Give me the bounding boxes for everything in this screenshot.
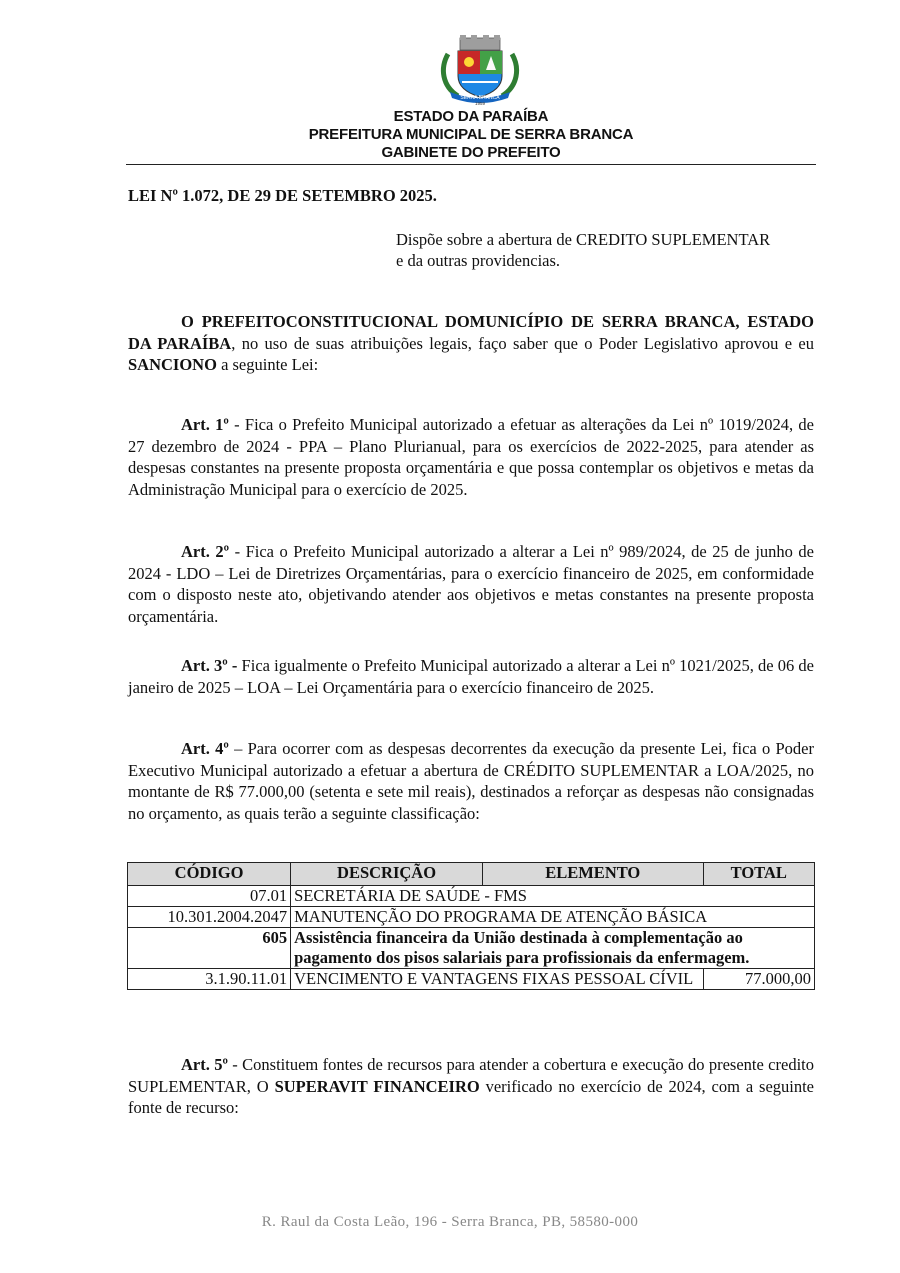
row-code: 3.1.90.11.01 — [128, 969, 291, 990]
row-description: SECRETÁRIA DE SAÚDE - FMS — [291, 886, 815, 907]
row-description: Assistência financeira da União destinada à complementação ao pagamento dos pisos salariais para profissionais da enfermagem. — [291, 928, 815, 969]
classification-table — [127, 862, 815, 990]
ementa-line-2: e da outras providencias. — [396, 251, 561, 270]
article-5-label: Art. 5º — [181, 1055, 228, 1074]
header-codigo: CÓDIGO — [128, 863, 291, 886]
article-1-label: Art. 1º — [181, 415, 229, 434]
article-5 — [128, 1054, 814, 1119]
preamble-text-1: , no uso de suas atribuições legais, faço saber que o Poder Legislativo aprovou e eu — [231, 333, 814, 353]
article-5-text-2: verificado no exercício de 2024, com a seguinte fonte de recurso: — [128, 1076, 815, 1117]
article-1 — [128, 414, 814, 500]
svg-text:1959: 1959 — [474, 101, 486, 106]
header-prefecture: PREFEITURA MUNICIPAL DE SERRA BRANCA — [308, 126, 634, 143]
preamble-sanciono: SANCIONO — [128, 355, 217, 374]
article-5-text-1: - Constituem fontes de recursos para atender a cobertura e execução do presente credito SUPLEMENTAR, O — [128, 1055, 814, 1096]
article-1-text: - Fica o Prefeito Municipal autorizado a efetuar as alterações da Lei nº 1019/2024, de 27 dezembro de 2024 - PPA – Plano Plurianual, para os exercícios de 2022-2025, para atender as despesas constantes na presente proposta orçamentária e que possa contemplar os objetivos e metas da Administração Municipal para o exercício de 2025. — [128, 415, 814, 499]
article-2 — [128, 541, 814, 627]
ementa — [396, 229, 816, 271]
table-row — [128, 907, 815, 928]
svg-text:SERRA BRANCA: SERRA BRANCA — [460, 95, 500, 101]
preamble-authority: O PREFEITOCONSTITUCIONAL DOMUNICÍPIO DE SERRA BRANCA, ESTADO DA PARAÍBA — [128, 312, 814, 353]
ementa-line-1: Dispõe sobre a abertura de CREDITO SUPLEMENTAR — [396, 230, 771, 249]
table-row — [128, 928, 815, 969]
article-4-text: – Para ocorrer com as despesas decorrentes da execução da presente Lei, fica o Poder Executivo Municipal autorizado a efetuar a abertura de CRÉDITO SUPLEMENTAR a LOA/2025, no montante de R$ 77.000,00 (setenta e sete mil reais), destinados a reforçar as despesas não consignadas no orçamento, as quais terão a seguinte classificação: — [128, 739, 814, 823]
header-elemento: ELEMENTO — [482, 863, 703, 886]
article-2-label: Art. 2º — [181, 542, 230, 561]
article-4-label: Art. 4º — [181, 739, 229, 758]
header-descricao: DESCRIÇÃO — [291, 863, 483, 886]
article-2-text: - Fica o Prefeito Municipal autorizado a alterar a Lei nº 989/2024, de 25 de junho de 2024 - LDO – Lei de Diretrizes Orçamentárias, para o exercício financeiro de 2025, em conformidade com o disposto neste ato, objetivando atender aos objetivos e metas constantes na presente proposta orçamentária. — [128, 542, 814, 626]
row-description: VENCIMENTO E VANTAGENS FIXAS PESSOAL CÍVIL — [291, 969, 703, 990]
header-state: ESTADO DA PARAÍBA — [393, 108, 549, 125]
table-header-row — [128, 863, 815, 886]
preamble-paragraph — [128, 311, 814, 376]
article-5-superavit: SUPERAVIT FINANCEIRO — [274, 1076, 480, 1096]
law-title: LEI Nº 1.072, DE 29 DE SETEMBRO 2025. — [128, 186, 437, 205]
row-code: 07.01 — [128, 886, 291, 907]
row-code: 605 — [128, 928, 291, 969]
article-4 — [128, 738, 814, 824]
header-divider — [126, 164, 816, 165]
preamble-text-2: a seguinte Lei: — [216, 355, 319, 374]
table-row — [128, 886, 815, 907]
article-3-label: Art. 3º - — [181, 656, 238, 675]
article-3 — [128, 655, 814, 698]
article-3-text: Fica igualmente o Prefeito Municipal autorizado a alterar a Lei nº 1021/2025, de 06 de janeiro de 2025 – LOA – Lei Orçamentária para o exercício financeiro de 2025. — [128, 656, 814, 697]
footer-address: R. Raul da Costa Leão, 196 - Serra Branca, PB, 58580-000 — [261, 1214, 639, 1230]
municipal-crest-logo — [438, 34, 522, 106]
row-total: 77.000,00 — [703, 969, 814, 990]
row-code: 10.301.2004.2047 — [128, 907, 291, 928]
header-total: TOTAL — [703, 863, 814, 886]
row-description: MANUTENÇÃO DO PROGRAMA DE ATENÇÃO BÁSICA — [291, 907, 815, 928]
table-row — [128, 969, 815, 990]
header-office: GABINETE DO PREFEITO — [381, 144, 561, 161]
